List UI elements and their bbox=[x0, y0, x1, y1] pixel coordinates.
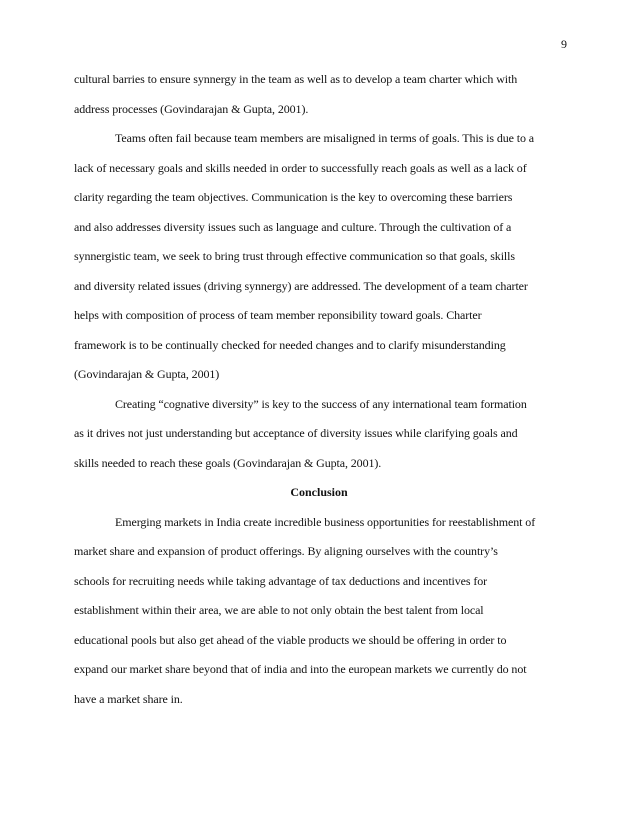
text-line: clarity regarding the team objectives. Communication is the key to overcoming these barriers bbox=[74, 190, 513, 204]
text-line: schools for recruiting needs while taking advantage of tax deductions and incentives for bbox=[74, 574, 488, 588]
text-line: market share and expansion of product offerings. By aligning ourselves with the country’s bbox=[74, 544, 498, 558]
text-line: (Govindarajan & Gupta, 2001) bbox=[74, 367, 220, 381]
text-line: educational pools but also get ahead of the viable products we should be offering in order to bbox=[74, 633, 507, 647]
text-line: Teams often fail because team members are misaligned in terms of goals. This is due to a bbox=[115, 131, 535, 145]
text-line: and diversity related issues (driving synnergy) are addressed. The development of a team charter bbox=[74, 279, 528, 293]
text-line: cultural barries to ensure synnergy in the team as well as to develop a team charter which with bbox=[74, 72, 518, 86]
text-line: establishment within their area, we are able to not only obtain the best talent from local bbox=[74, 603, 484, 617]
text-line: have a market share in. bbox=[74, 692, 183, 706]
page-number: 9 bbox=[561, 37, 567, 51]
text-line: and also addresses diversity issues such as language and culture. Through the cultivation of a bbox=[74, 220, 512, 234]
text-line: Creating “cognative diversity” is key to the success of any international team formation bbox=[115, 397, 527, 411]
text-line: Emerging markets in India create incredible business opportunities for reestablishment of bbox=[115, 515, 536, 529]
text-line: skills needed to reach these goals (Govindarajan & Gupta, 2001). bbox=[74, 456, 382, 470]
text-line: as it drives not just understanding but acceptance of diversity issues while clarifying goals and bbox=[74, 426, 518, 440]
section-heading: Conclusion bbox=[290, 485, 348, 499]
text-line: helps with composition of process of team member reponsibility toward goals. Charter bbox=[74, 308, 482, 322]
text-line: address processes (Govindarajan & Gupta, 2001). bbox=[74, 102, 309, 116]
text-line: framework is to be continually checked for needed changes and to clarify misunderstanding bbox=[74, 338, 506, 352]
text-line: expand our market share beyond that of india and into the european markets we currently do not bbox=[74, 662, 527, 676]
text-line: lack of necessary goals and skills needed in order to successfully reach goals as well as a lack of bbox=[74, 161, 527, 175]
text-line: synnergistic team, we seek to bring trust through effective communication so that goals, skills bbox=[74, 249, 515, 263]
